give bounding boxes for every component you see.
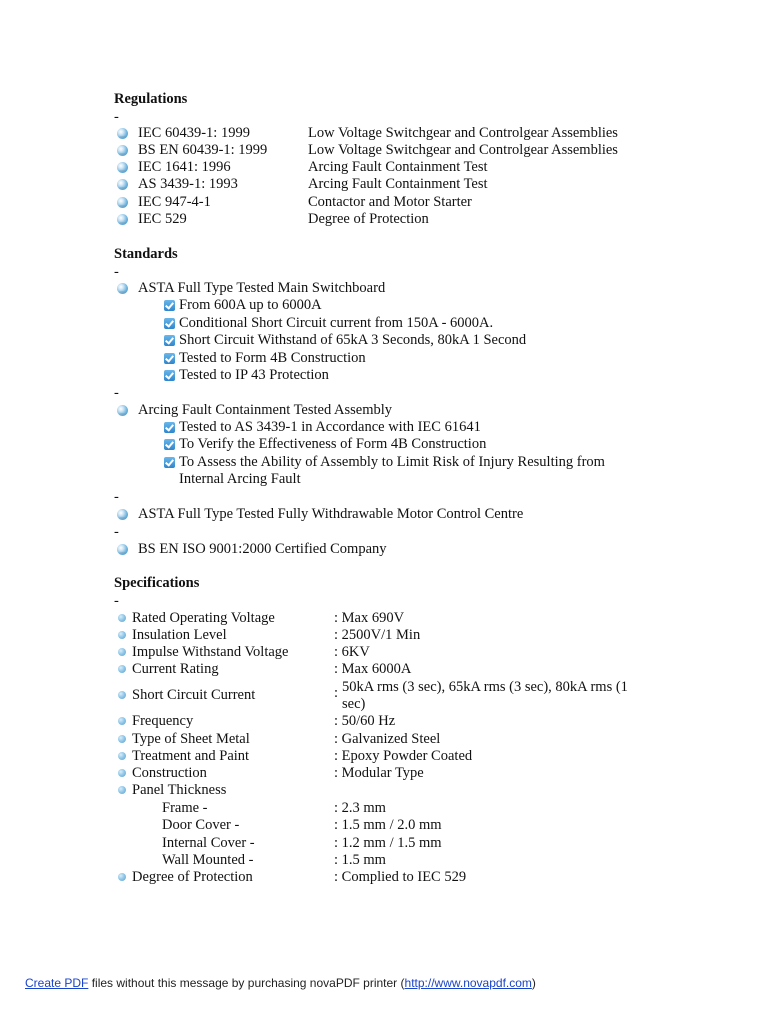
checkbox-icon [164,353,175,364]
checkbox-icon [164,318,175,329]
bullet-dot-icon [118,631,126,639]
bullet-dot-icon [118,752,126,760]
regulations-dash: - [114,109,119,125]
bullet-ball-icon [117,405,128,416]
bullet-ball-icon [117,509,128,520]
bullet-ball-icon [117,197,128,208]
checkbox-icon [164,370,175,381]
bullet-ball-icon [117,128,128,139]
footer-text-end: ) [531,976,536,990]
bullet-dot-icon [118,691,126,699]
standards-dash: - [114,264,119,280]
bullet-dot-icon [118,769,126,777]
bullet-ball-icon [117,162,128,173]
bullet-dot-icon [118,665,126,673]
bullet-dot-icon [118,873,126,881]
bullet-dot-icon [118,786,126,794]
footer-message [25,976,536,990]
standards-dash: - [114,524,119,540]
footer-text: files without this message by purchasing novaPDF printer ( [88,976,405,990]
document-page: Regulations - IEC 60439-1: 1999 Low Voltage Switchgear and Controlgear Assemblies BS EN 60439-1: 1999 Low Voltage Switchgear and Controlgear Assemblies IEC 1641: 1996 Arcing Fault Containment Test AS 3439-1: 1993 Arcing Fault Containment Test IEC 947-4-1 Contactor and Motor Starter IEC 529 Degree of Protection Standards - ASTA Full Type Tested Main Switchboard From 600A up to 6000A Conditional Short Circuit current from 150A - 6000A. Short Circuit Withstand of 65kA 3 Seconds, 80kA 1 Second Tested to Form 4B Construction Tested to IP 43 Protection - Arcing Fault Containment Tested Assembly Tested to AS 3439-1 in Accordance with IEC 61641 To Verify the Effectiveness of Form 4B Construction To Assess the Ability of Assembly to Limit Risk of Injury Resulting from Internal Arcing Fault - ASTA Full Type Tested Fully Withdrawable Motor Control Centre - BS EN ISO 9001:2000 Certified Company Specifications - Rated Operating Voltage : Max 690V Insulation Level : 2500V/1 Min Impulse Withstand Voltage : 6KV Current Rating : Max 6000A Short Circuit Current : 50kA rms (3 sec), 65kA rms (3 sec), 80kA rms (1 sec) Frequency : 50/60 Hz Type of Sheet Metal : Galvanized Steel Treatment and Paint : Epoxy Powder Coated Construction : Modular Type Panel Thickness Frame - : 2.3 mm Door Cover - : 1.5 mm / 2.0 mm Internal Cover - : 1.2 mm / 1.5 mm Wall Mounted - : 1.5 mm Degree of Protection : Complied to IEC 529 Create PDF files without this message by purchasing novaPDF printer (http://www.novapdf.com) [25,91,628,990]
standards-heading: Standards [114,246,178,262]
specifications-heading: Specifications [114,575,200,591]
bullet-ball-icon [117,214,128,225]
create-pdf-link[interactable]: Create PDF [25,976,89,990]
checkbox-icon [164,335,175,346]
standards-dash: - [114,385,119,401]
regulations-heading: Regulations [114,91,188,107]
bullet-dot-icon [118,717,126,725]
checkbox-icon [164,300,175,311]
novapdf-link[interactable]: http://www.novapdf.com [404,976,532,990]
standards-dash: - [114,489,119,505]
checkbox-icon [164,439,175,450]
bullet-ball-icon [117,283,128,294]
bullet-ball-icon [117,145,128,156]
bullet-ball-icon [117,544,128,555]
bullet-dot-icon [118,648,126,656]
checkbox-icon [164,457,175,468]
specifications-dash: - [114,593,119,609]
bullet-ball-icon [117,179,128,190]
checkbox-icon [164,422,175,433]
bullet-dot-icon [118,614,126,622]
bullet-dot-icon [118,735,126,743]
